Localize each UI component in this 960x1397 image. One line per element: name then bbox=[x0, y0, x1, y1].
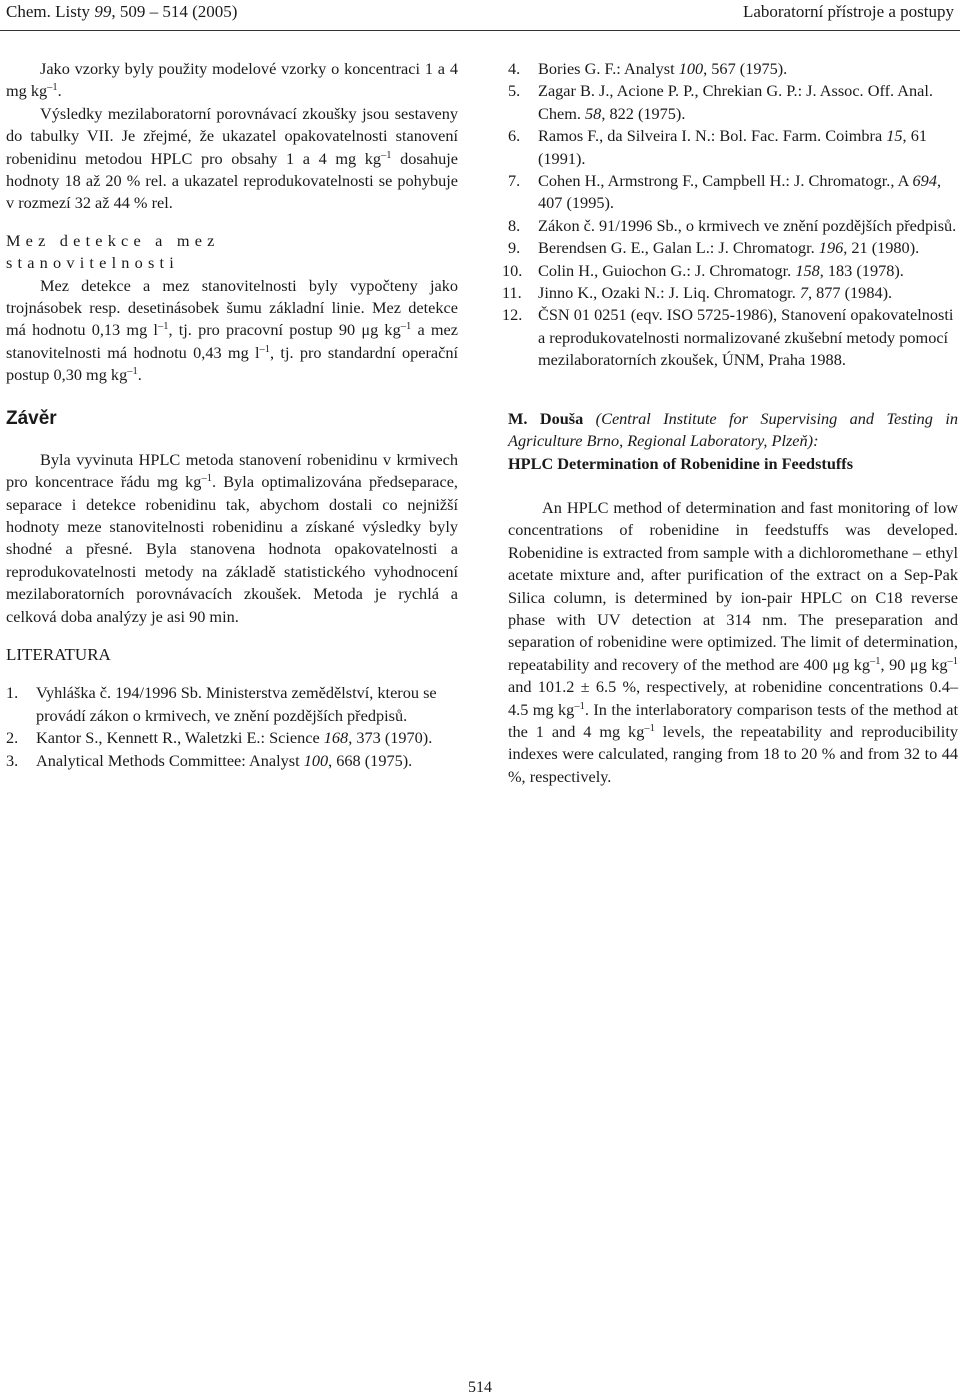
reference-number: 11. bbox=[502, 283, 522, 303]
reference-list-part-1 bbox=[6, 682, 458, 772]
superscript: –1 bbox=[381, 149, 392, 161]
reference-volume: 158 bbox=[795, 260, 820, 280]
reference-text: Berendsen G. E., Galan L.: J. Chromatogr. bbox=[538, 238, 819, 258]
conclusion-text-b: . Byla optimalizována předseparace, separace i detekce robenidinu tak, abychom dostali co nejnižší hodnoty meze stanovitelnosti robenidinu a získané výsledky byly shodné a přesné. Byla stanovena hodnota opakovatelnosti a reprodukovatelnosti metody na základě statistického vyhodnocení mezilaboratorních porovnávacích zkoušek. Metoda je rychlá a celková doba analýzy je asi 90 min. bbox=[6, 472, 458, 626]
reference-number: 3. bbox=[6, 750, 19, 770]
author-name: M. Douša bbox=[508, 408, 584, 428]
superscript: –1 bbox=[574, 700, 585, 712]
reference-number: 10. bbox=[502, 260, 523, 280]
reference-item bbox=[508, 125, 958, 170]
intro-p1-end: . bbox=[57, 81, 62, 101]
reference-item bbox=[6, 727, 458, 749]
reference-item bbox=[508, 237, 958, 259]
journal-citation bbox=[6, 2, 237, 22]
reference-item bbox=[508, 58, 958, 80]
reference-volume: 694 bbox=[912, 171, 937, 191]
reference-text-end: , 21 (1980). bbox=[843, 238, 920, 258]
reference-number: 7. bbox=[508, 171, 521, 191]
author-affiliation: (Central Institute for Supervising and Testing in Agriculture Brno, Regional Laboratory, Plzeň): bbox=[508, 408, 958, 451]
superscript: –1 bbox=[127, 366, 138, 378]
intro-paragraph-1 bbox=[6, 58, 458, 103]
reference-text: Zákon č. 91/1996 Sb., o krmivech ve znění pozdějších předpisů. bbox=[538, 215, 957, 235]
reference-text: Ramos F., da Silveira I. N.: Bol. Fac. Farm. Coimbra bbox=[538, 126, 887, 146]
detection-text-b: , tj. pro pracovní postup 90 μg kg bbox=[168, 320, 401, 340]
reference-volume: 196 bbox=[818, 238, 844, 258]
reference-text: Kantor S., Kennett R., Waletzki E.: Science bbox=[36, 728, 324, 748]
reference-text-end: , 567 (1975). bbox=[703, 59, 788, 78]
reference-text: Vyhláška č. 194/1996 Sb. Ministerstva zemědělství, kterou se provádí zákon o krmivech, ve znění pozdějších předpisů. bbox=[36, 683, 437, 725]
abstract-text-e: levels, the repeatability and reproducibility indexes were calculated, ranging from 18 to 20 % and from 32 to 44 %, respectively. bbox=[508, 721, 958, 786]
reference-item bbox=[502, 260, 958, 282]
abstract-text-b: , 90 μg kg bbox=[880, 654, 948, 674]
reference-text: Bories G. F.: Analyst bbox=[538, 59, 679, 78]
intro-p1-text: Jako vzorky byly použity modelové vzorky o koncentraci 1 a 4 mg kg bbox=[6, 59, 458, 101]
reference-item bbox=[502, 282, 958, 304]
superscript: –1 bbox=[947, 655, 959, 667]
detection-text-d: , tj. pro standardní operační postup 0,30 mg kg bbox=[6, 342, 458, 385]
reference-text-end: , 822 (1975). bbox=[601, 103, 686, 123]
reference-text: Cohen H., Armstrong F., Campbell H.: J. Chromatogr., A bbox=[538, 171, 913, 191]
header-rule bbox=[0, 30, 960, 31]
reference-text-end: , 407 (1995). bbox=[538, 171, 942, 213]
reference-item bbox=[508, 215, 958, 237]
superscript: –1 bbox=[644, 722, 655, 734]
detection-text-e: . bbox=[137, 365, 142, 385]
journal-volume: 99 bbox=[94, 2, 112, 21]
superscript: –1 bbox=[201, 473, 212, 485]
article-title: HPLC Determination of Robenidine in Feedstuffs bbox=[508, 453, 854, 473]
reference-item bbox=[502, 304, 958, 371]
journal-name: Chem. Listy bbox=[6, 2, 95, 21]
reference-number: 5. bbox=[508, 81, 521, 101]
reference-text-end: , 183 (1978). bbox=[819, 260, 904, 280]
conclusion-text-a: Byla vyvinuta HPLC metoda stanovení robenidinu v krmivech pro koncentrace řádu mg kg bbox=[6, 449, 458, 492]
reference-number: 4. bbox=[508, 59, 521, 78]
reference-number: 12. bbox=[502, 305, 523, 325]
reference-number: 6. bbox=[508, 126, 521, 146]
intro-p2-text-b: dosahuje hodnoty 18 až 20 % rel. a ukazatel reprodukovatelnosti se pohybuje v rozmezí 32 až 44 % rel. bbox=[6, 148, 458, 213]
reference-text: Colin H., Guiochon G.: J. Chromatogr. bbox=[538, 260, 796, 280]
abstract-byline bbox=[508, 408, 958, 453]
reference-text: ČSN 01 0251 (eqv. ISO 5725-1986), Stanovení opakovatelnosti a reprodukovatelnosti normalizované zkušební metody pomocí mezilaboratorních zkoušek, ÚNM, Praha 1988. bbox=[538, 305, 954, 370]
reference-number: 9. bbox=[508, 238, 521, 258]
reference-text-end: , 373 (1970). bbox=[348, 728, 433, 748]
detection-text-a: Mez detekce a mez stanovitelnosti byly vypočteny jako trojnásobek resp. desetinásobek šumu základní linie. Mez detekce má hodnotu 0,13 mg l bbox=[6, 275, 458, 340]
detection-heading: Mez detekce a mez stanovitelnosti bbox=[6, 230, 220, 273]
reference-text: Zagar B. J., Acione P. P., Chrekian G. P.: J. Assoc. Off. Anal. Chem. bbox=[538, 81, 933, 123]
superscript: –1 bbox=[47, 82, 58, 94]
reference-volume: 7 bbox=[799, 283, 808, 303]
page-number: 514 bbox=[468, 1379, 492, 1396]
detection-paragraph bbox=[6, 275, 458, 387]
conclusion-heading: Závěr bbox=[6, 407, 57, 429]
literature-heading: LITERATURA bbox=[6, 644, 111, 664]
reference-item bbox=[508, 170, 958, 215]
intro-p2-text-a: Výsledky mezilaboratorní porovnávací zkoušky jsou sestaveny do tabulky VII. Je zřejmé, že ukazatel opakovatelnosti stanovení robenidinu metodou HPLC pro obsahy 1 a 4 mg kg bbox=[6, 103, 458, 168]
reference-list-part-2 bbox=[502, 58, 958, 372]
reference-item bbox=[6, 682, 458, 727]
reference-volume: 100 bbox=[303, 750, 329, 770]
superscript: –1 bbox=[259, 343, 271, 355]
reference-volume: 100 bbox=[678, 59, 704, 78]
reference-volume: 15 bbox=[886, 126, 903, 146]
reference-number: 2. bbox=[6, 728, 19, 748]
reference-text: Analytical Methods Committee: Analyst bbox=[36, 750, 304, 770]
section-name: Laboratorní přístroje a postupy bbox=[742, 2, 954, 21]
reference-volume: 168 bbox=[323, 728, 349, 748]
superscript: –1 bbox=[400, 321, 412, 333]
reference-text-end: , 61 (1991). bbox=[538, 126, 927, 168]
conclusion-paragraph bbox=[6, 449, 458, 628]
abstract-text-d: . In the interlaboratory comparison tests of the method at the 1 and 4 mg kg bbox=[508, 699, 958, 741]
reference-item bbox=[6, 750, 458, 772]
detection-text-c: a mez stanovitelnosti má hodnotu 0,43 mg l bbox=[6, 320, 459, 362]
reference-text: Jinno K., Ozaki N.: J. Liq. Chromatogr. bbox=[538, 283, 800, 303]
journal-pages-year: , 509 – 514 (2005) bbox=[111, 2, 238, 21]
reference-item bbox=[508, 80, 958, 125]
reference-number: 8. bbox=[508, 215, 521, 235]
running-header bbox=[6, 2, 954, 24]
reference-text-end: , 668 (1975). bbox=[328, 750, 413, 770]
superscript: –1 bbox=[870, 655, 881, 667]
left-column bbox=[6, 58, 458, 772]
abstract-text-a: An HPLC method of determination and fast monitoring of low concentrations of robenidine in feedstuffs was developed. Robenidine is extracted from sample with a dichloromethane – ethyl acetate mixture and, after purification of the extract on a Sep-Pak Silica column, is determined by ion-pair HPLC on C18 reverse phase with UV detection at 314 nm. The preseparation and separation of robenidine were optimized. The limit of determination, repeatability and recovery of the method are 400 μg kg bbox=[508, 497, 958, 674]
right-column bbox=[502, 58, 959, 788]
reference-text-end: , 877 (1984). bbox=[807, 283, 893, 303]
reference-volume: 58 bbox=[585, 103, 602, 123]
abstract-paragraph bbox=[508, 497, 958, 788]
intro-paragraph-2 bbox=[6, 103, 458, 215]
superscript: –1 bbox=[157, 321, 169, 333]
abstract-text-c: and 101.2 ± 6.5 %, respectively, at robenidine concentrations 0.4–4.5 mg kg bbox=[508, 677, 958, 719]
reference-number: 1. bbox=[6, 683, 19, 703]
